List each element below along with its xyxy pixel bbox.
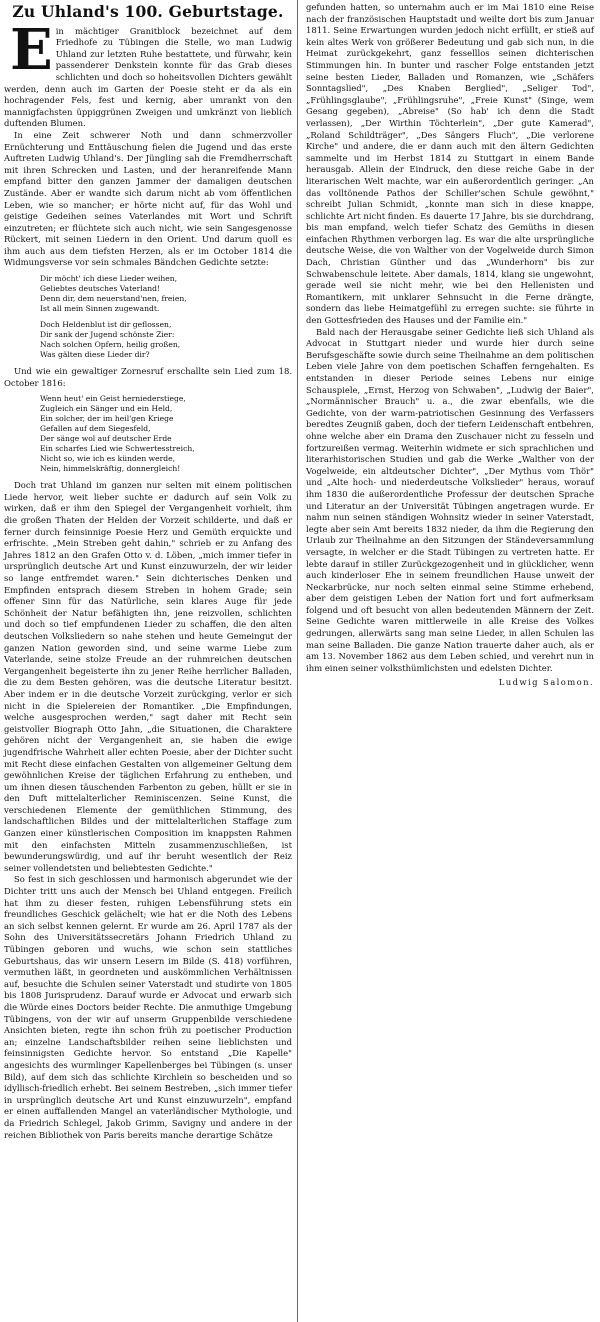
poem-line: Der sänge wol auf deutscher Erde	[40, 434, 172, 444]
poem-line: Dir sank der Jugend schönste Zier:	[40, 330, 175, 340]
october-poem	[40, 394, 292, 474]
poem-line: Denn dir, dem neuerstand'nen, freien,	[40, 294, 187, 304]
poem-stanza	[40, 274, 292, 314]
poem-line: Zugleich ein Sänger und ein Held,	[40, 404, 173, 414]
poem-line: Nein, himmelskräftig, donnergleich!	[40, 464, 181, 474]
intro-text: in mächtiger Granitblock bezeichnet auf dem Friedhofe zu Tübingen die Stelle, wo man Ludwig Uhland zur letzten Ruhe bestattete, und fürwahr, kein passenderer Denkstein konnte für das Grab dieses schlichten und doch so hoheitsvollen Dichters gewählt werden, denn auch im Garten der Poesie steht er da als ein hochragender Fels, fest und kernig, aber umrankt von den mannigfachsten üppiggrünen Zweigen und umkränzt von lieblich duftenden Blumen.	[4, 25, 292, 129]
poem-stanza	[40, 320, 292, 360]
paragraph: In eine Zeit schwerer Noth und dann schmerzvoller Ernüchterung und Enttäuschung fielen die Jugend und das erste Auftreten Ludwig Uhland's. Der Jüngling sah die Fremdherrschaft mit ihren Schrecken und Lasten, und der heranreifende Mann empfand bitter den ganzen Jammer der damaligen deutschen Zustände. Aber er wandte sich darum nicht ab vom öffentlichen Leben, wie so mancher; er hörte nicht auf, für das Wohl und geistige Gedeihen seines Vaterlandes mit Wort und Schrift einzutreten; er flüchtete sich auch nicht, wie sein Sangesgenosse Rückert, mit seinen Liedern in den Orient. Und darum quoll es ihm auch aus dem tiefsten Herzen, als er im October 1814 die Widmungsverse vor sein schmales Bändchen Gedichte setzte:	[4, 129, 292, 268]
poem-line: Wenn heut' ein Geist herniederstiege,	[40, 394, 186, 404]
paragraph: So fest in sich geschlossen und harmonisch abgerundet wie der Dichter tritt uns auch der Mensch bei Uhland entgegen. Freilich hat ihm zu dieser festen, ruhigen Lebensführung stets ein freundliches Geschick gelächelt; wie hat er die Noth des Lebens an sich selbst kennen gelernt. Er wurde am 26. April 1787 als der Sohn des Universitätssecretärs Johann Friedrich Uhland zu Tübingen geboren und wuchs, wie schon sein stattliches Geburtshaus, das wir unsern Lesern im Bilde (S. 418) vorführen, vermuthen läßt, in geordneten und auskömmlichen Verhältnissen auf, besuchte die Schulen seiner Vaterstadt und studirte von 1805 bis 1808 Jurisprudenz. Darauf wurde er Advocat und erwarb sich die Würde eines Doctors beider Rechte. Die anmuthige Umgebung Tübingens, von der wir auf unserm Gruppenbilde verschiedene Ansichten bieten, regte ihn schon früh zu poetischer Production an; einzelne Landschaftsbilder reihen seine lieblichsten und feinsinnigsten Gedichte hervor. So entstand „Die Kapelle" angesichts des wurmlinger Kapellenberges bei Tübingen (s. unser Bild), auf dem sich das schlichte Kirchlein so bescheiden und so idyllisch-friedlich erhebt. Bei seinem Bestreben, „sich immer tiefer in ursprünglich deutsche Art und Kunst einzuwurzeln", empfand er einen auffallenden Mangel an vaterländischer Mythologie, und da Friedrich Schlegel, Jakob Grimm, Savigny und andere in der reichen Bibliothek von Paris bereits manche derartige Schätze	[4, 874, 292, 1140]
drop-cap: E	[10, 16, 53, 83]
paragraph: Und wie ein gewaltiger Zornesruf erschallte sein Lied zum 18. October 1816:	[4, 366, 292, 388]
poem-line: Gefallen auf dem Siegesfeld,	[40, 424, 151, 434]
poem-line: Ein scharfes Lied wie Schwertesstreich,	[40, 444, 195, 454]
article-title: Zu Uhland's 100. Geburtstage.	[12, 2, 284, 21]
poem-line: Doch Heldenblut ist dir geflossen,	[40, 320, 172, 330]
dedication-poem	[40, 274, 292, 360]
right-column	[306, 2, 594, 689]
poem-line: Ein solcher, der im heil'gen Kriege	[40, 414, 174, 424]
poem-line: Dir möcht' ich diese Lieder weihen,	[40, 274, 178, 284]
poem-line: Ist all mein Sinnen zugewandt.	[40, 304, 160, 314]
poem-line: Nicht so, wie ich es künden werde,	[40, 454, 176, 464]
intro-paragraph	[4, 16, 292, 130]
paragraph: Doch trat Uhland im ganzen nur selten mit einem politischen Liede hervor, weit lieber suchte er dadurch auf sein Volk zu wirken, daß er ihm den Spiegel der Vergangenheit vorhielt, ihm die großen Thaten der Helden der Vorzeit schilderte, und daß er ferner durch feinsinnige Poesie Herz und Gemüth erquickte und erfrischte. „Mein Streben geht dahin," schrieb er zu Anfang des Jahres 1812 an den Grafen Otto v. d. Löben, „mich immer tiefer in ursprünglich deutsche Art und Kunst einzuwurzeln, der wir leider so lange entfremdet waren." Sein dichterisches Denken und Empfinden entsprach diesem Streben in hohem Grade; sein offener Sinn für das Natürliche, sein klares Auge für jede Schönheit der Natur befähigten ihn, jene reizvollen, schlichten und doch so tief empfundenen Lieder zu schaffen, die den alten deutschen Volksliedern so nahe stehen und heute Gemeingut der ganzen Nation geworden sind, und seine warme Liebe zum Vaterlande, seine stolze Freude an der ruhmreichen deutschen Vergangenheit begeisterte ihn zu jener Reihe herrlicher Balladen, die zu dem Besten gehören, was die deutsche Literatur besitzt. Aber indem er in die deutsche Vorzeit zurückging, verlor er sich nicht in die Spielereien der Romantiker. „Die Empfindungen, welche ausgesprochen werden," sagt daher mit Recht sein geistvoller Biograph Otto Jahn, „die Situationen, die Charaktere gehören nicht der Vergangenheit an, sie haben die ewige jugendfrische Wahrheit aller echten Poesie, aber der Dichter sucht mit Recht diese einfachen Gestalten von allgemeiner Geltung dem gewöhnlichen Kreise der täglichen Erfahrung zu entheben, und um ihnen diesen täuschenden Farbenton zu geben, hüllt er sie in den Duft mittelalterlicher Reminiscenzen. Seine Kunst, die verschiedenen Elemente der gemüthlichen Stimmung, des landschaftlichen Bildes und der mittelalterlichen Staffage zum Ganzen einer künstlerischen Composition im knappsten Rahmen mit den einfachsten Mitteln zusammenzuschließen, ist bewunderungswürdig, und auf ihr beruht wesentlich der Reiz seiner vollendetsten und beliebtesten Gedichte."	[4, 480, 292, 873]
poem-line: Nach solchen Opfern, heilig großen,	[40, 340, 181, 350]
column-divider	[297, 0, 298, 1322]
author-signature: Ludwig Salomon.	[498, 677, 594, 688]
paragraph: gefunden hatten, so unternahm auch er im Mai 1810 eine Reise nach der französischen Hauptstadt und weilte dort bis zum Januar 1811. Seine Erwartungen wurden jedoch nicht erfüllt, er stieß auf kein altes Werk von größerer Bedeutung und gab sich nun, in die Heimat zurückgekehrt, ganz fesselllos seinen dichterischen Stimmungen hin. In bunter und rascher Folge entstanden jetzt seine besten Lieder, Balladen und Romanzen, wie „Schäfers Sonntagslied", „Des Knaben Berglied", „Seliger Tod", „Frühlingsglaube", „Frühlingsruhe", „Freie Kunst" (Singe, wem Gesang gegeben), „Abreise" (So hab' ich denn die Stadt verlassen), „Der Wirthin Töchterlein", „Der gute Kamerad", „Roland Schildträger", „Des Sängers Fluch", „Die verlorene Kirche" und andere, die er dann auch mit den ältern Gedichten sammelte und im Herbst 1814 zu Stuttgart in einem Bande herausgab. Allein der Eindruck, den diese reiche Gabe in der literarischen Welt machte, war ein außerordentlich geringer. „An das volltönende Pathos der Schiller'schen Schule gewöhnt," schreibt Julian Schmidt, „konnte man sich in diese knappe, schlichte Art nicht finden. Es dauerte 17 Jahre, bis sie durchdrang, bis man empfand, welch tiefer Schatz des Gemüths in diesen einfachen Rhythmen verborgen lag. Es war die alte ursprüngliche deutsche Weise, die von Walther von der Vogelweide durch Simon Dach, Christian Günther und das „Wunderhorn" bis zur Schwabenschule leitete. Aber damals, 1814, klang sie ungewohnt, gerade weil sie nicht mehr, wie bei den Hellenisten und Romantikern, mit unklarer Sehnsucht in die Ferne drängte, sondern das liebe Heimatgefühl zu erregen suchte: sie führte in den Gottesfrieden des Hauses und der Familie ein."	[306, 2, 594, 326]
poem-line: Geliebtes deutsches Vaterland!	[40, 284, 161, 294]
poem-line: Was gälten diese Lieder dir?	[40, 350, 150, 360]
paragraph: Bald nach der Herausgabe seiner Gedichte ließ sich Uhland als Advocat in Stuttgart nieder und wurde hier durch seine Berufsgeschäfte sowie durch seine Theilnahme an dem politischen Leben viele Jahre von dem poetischen Schaffen ferngehalten. Es entstanden in dieser Periode seines Lebens nur einige Schauspiele, „Ernst, Herzog von Schwaben", „Ludwig der Baier", „Normännischer Brauch" u. a., die zwar ebenfalls, wie die Gedichte, von der warm-patriotischen Gesinnung des Verfassers beredtes Zeugniß gaben, doch der tiefern Leidenschaft entbehren, ohne welche aber ein Drama den Zuschauer nicht zu fesseln und fortzureißen vermag. Weiterhin widmete er sich sprachlichen und literarhistorischen Studien und gab die Werke „Walther von der Vogelweide, ein altdeutscher Dichter", „Der Mythus vom Thör" und „Alte hoch- und niederdeutsche Volkslieder" heraus, worauf ihm 1830 die außerordentliche Professur der deutschen Sprache und Literatur an der Universität Tübingen angetragen wurde. Er nahm nun seinen ständigen Wohnsitz wieder in seiner Vaterstadt, legte aber sein Amt bereits 1832 nieder, da ihm die Regierung den Urlaub zur Theilnahme an den Sitzungen der Ständeversammlung versagte, in welcher er die Stadt Tübingen zu vertreten hatte. Er lebte darauf in stiller Zurückgezogenheit und in glücklicher, wenn auch kinderloser Ehe in seinem freundlichen Hause unweit der Neckarbrücke, nur noch selten einmal seine Stimme erhebend, aber dem geistigen Leben der Nation fort und fort aufmerksam folgend und oft besucht von allen bedeutenden Männern der Zeit. Seine Gedichte waren mittlerweile in alle Kreise des Volkes gedrungen, allerwärts sang man seine Lieder, in allen Schulen las man seine Balladen. Die ganze Nation trauerte daher auch, als er am 13. November 1862 aus dem Leben schied, und verehrt nun in ihm einen seiner volksthümlichsten und edelsten Dichter.	[306, 326, 594, 673]
left-column	[4, 4, 292, 1141]
